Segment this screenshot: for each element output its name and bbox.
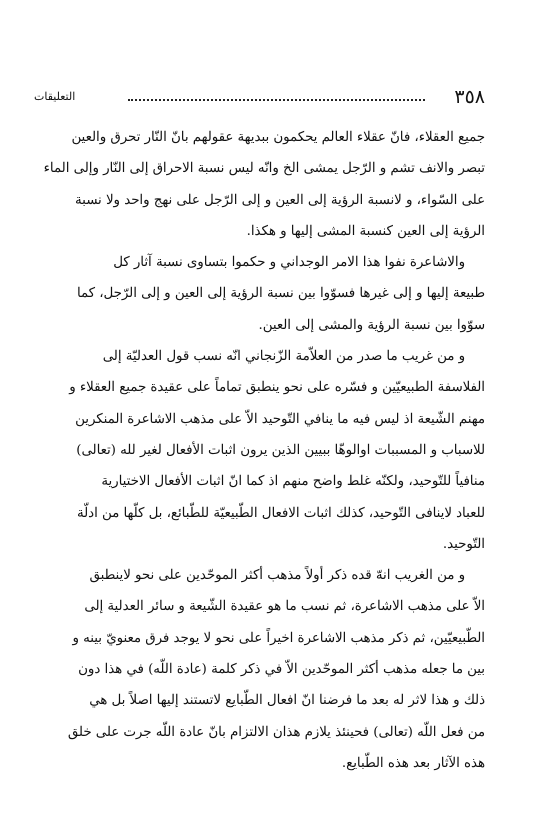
paragraph [34, 247, 485, 341]
text-line: للاسباب و المسببات اوالوهّا ببيين الذين يرون اثبات الأفعال لغير لله (تعالى) [76, 442, 485, 458]
text-line: طبيعة إليها و إلى غيرها فسوّوا بين نسبة الرؤية إلى العين و إلى الرّجل، كما [76, 286, 485, 302]
paragraph [34, 122, 485, 247]
text-line: بين ما جعله مذهب أكثر الموحّدين الاّ في ذكر كلمة (عادة اللّه) في هذا دون [78, 662, 485, 678]
paragraph [34, 560, 485, 779]
running-title: التعليقات [34, 90, 76, 103]
paragraph [34, 341, 485, 560]
text-line: سوّوا بين نسبة الرؤية والمشى إلى العين. [258, 317, 485, 333]
text-line: للعباد لاينافى التّوحيد، كذلك اثبات الافعال الطّبيعيّة للطّبائع، بل كلّها من ادلّة [76, 505, 485, 521]
text-line: و من غريب ما صدر من العلاّمة الزّنجاني انّه نسب قول العدليّة إلى [102, 349, 465, 365]
text-line: مهنم الشّيعة اذ ليس فيه ما ينافي التّوحيد الاّ على مذهب الاشاعرة المنكرين [75, 411, 485, 427]
text-line: الرؤية إلى العين كنسبة المشى إليها و هكذا. [246, 223, 485, 239]
text-line: الطّبيعيّين، ثم ذكر مذهب الاشاعرة اخيراً على نحو لا يوجد فرق معنويّ بينه و [72, 630, 485, 646]
text-line: الفلاسفة الطبيعيّين و فسّره على نحو ينطبق تماماً على عقيدة جميع العقلاء و [69, 380, 485, 396]
text-line: جميع العقلاء، فانّ عقلاء العالم يحكمون ببديهة عقولهم بانّ النّار تحرق والعين [71, 130, 485, 145]
text-line: منافياً للتّوحيد، ولكنّه غلط واضح منهم اذ كما انّ اثبات الأفعال الاختيارية [101, 474, 485, 490]
text-line: والاشاعرة نفوا هذا الامر الوجداني و حكموا بتساوى نسبة آثار كل [113, 255, 465, 271]
text-line: التّوحيد. [442, 536, 485, 552]
page-number: ٣٥٨ [454, 86, 485, 108]
text-line: هذه الآثار بعد هذه الطّبايع. [341, 755, 485, 771]
running-header [34, 86, 485, 110]
text-line: من فعل اللّه (تعالى) فحينئذ يلازم هذان الالتزام بانّ عادة اللّه جرت على خلق [67, 724, 485, 740]
text-line: ذلك و هذا لاثر له بعد ما فرضنا انّ افعال الطّبايع لاتستند إليها اصلاً بل هي [89, 693, 485, 709]
text-line: و من الغريب انهّ قده ذكر أولاً مذهب أكثر الموحّدين على نحو لاينطبق [89, 568, 465, 584]
text-line: تبصر والانف تشم و الرّجل يمشى الخ وانّه ليس نسبة الاحراق إلى النّار وإلى الماء [43, 161, 485, 177]
body-text [34, 122, 485, 779]
header-leader-dots [128, 99, 425, 101]
text-line: الاّ على مذهب الاشاعرة، ثم نسب ما هو عقيدة الشّيعة و سائر العدلية إلى [84, 599, 485, 615]
text-line: على السّواء، و لانسبة الرؤية إلى العين و إلى الرّجل على نهج واحد ولا نسبة [75, 192, 485, 208]
